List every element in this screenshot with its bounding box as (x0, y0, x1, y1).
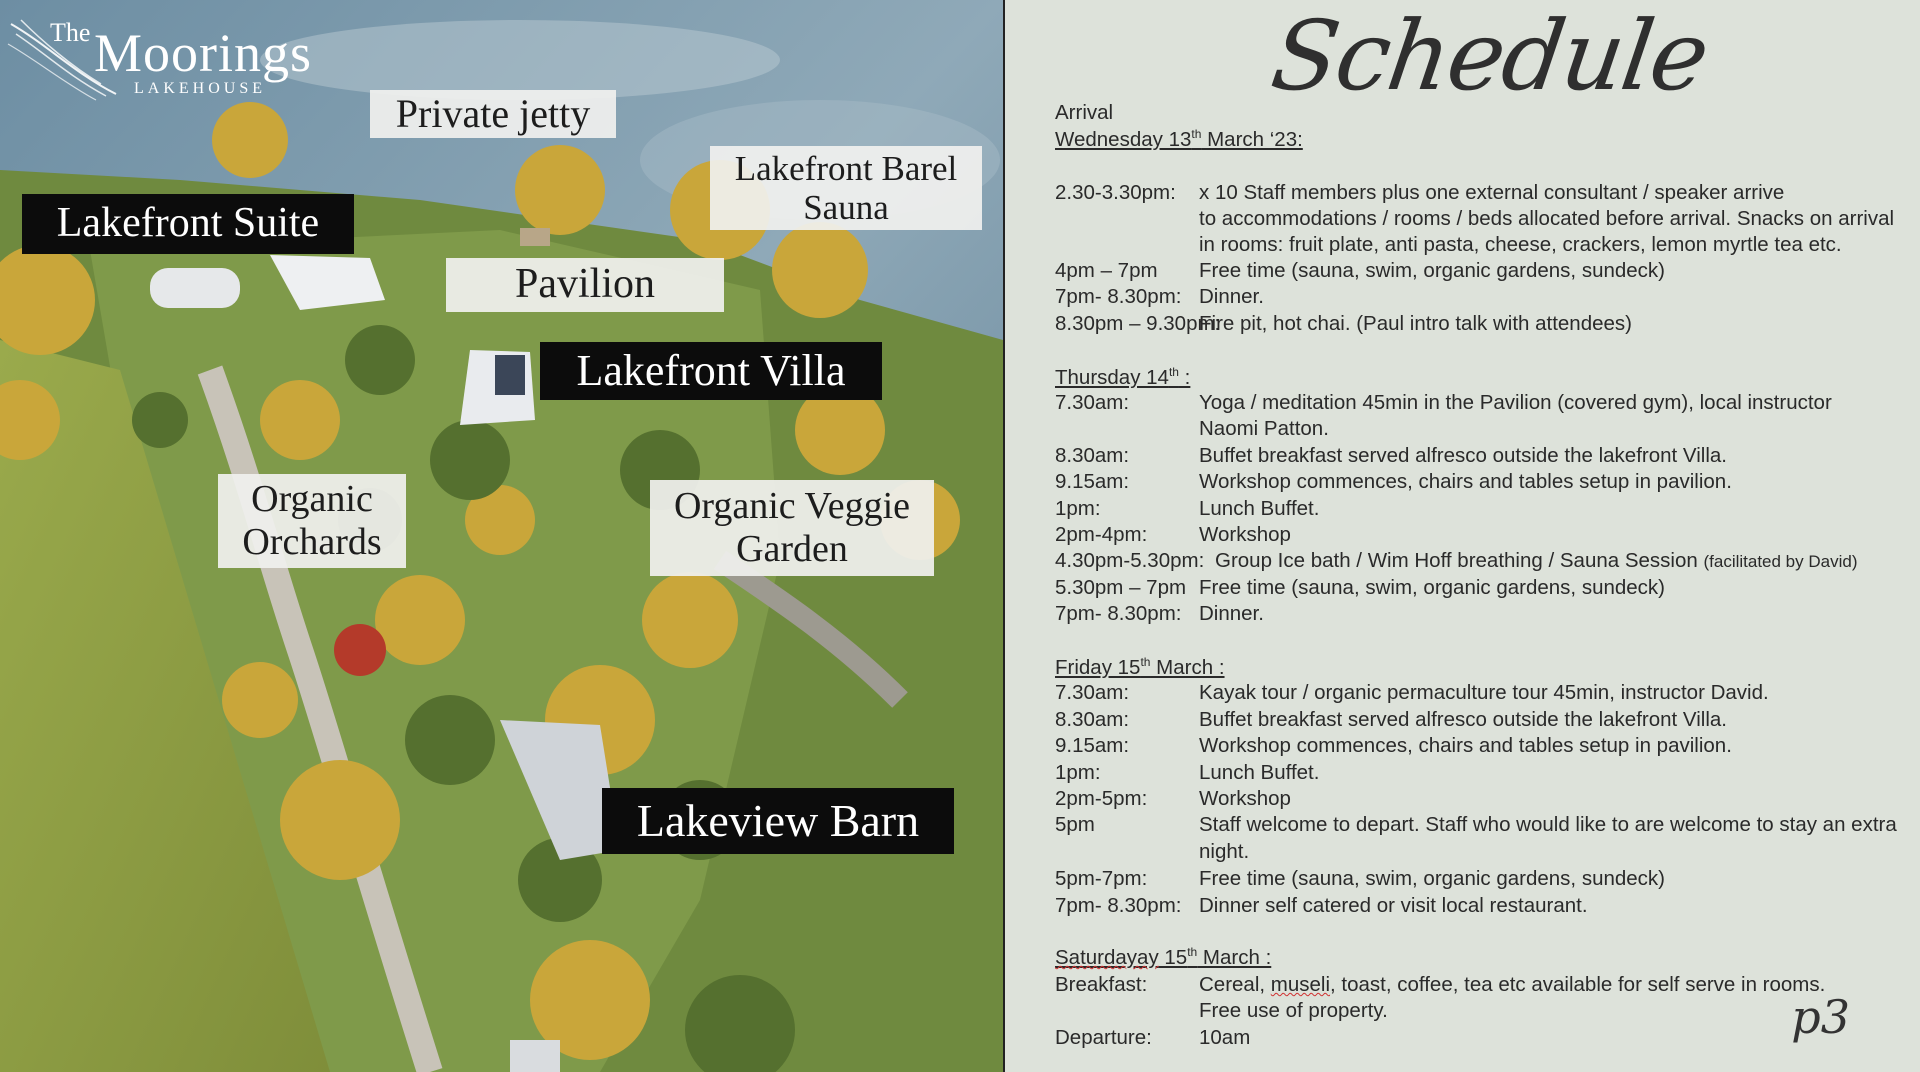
label-lakefront-suite: Lakefront Suite (22, 194, 354, 254)
logo-name: Moorings (94, 23, 313, 83)
saturday-heading: Saturdayay 15th March : (1055, 945, 1272, 969)
wednesday-heading: Wednesday 13th March ‘23: (1055, 127, 1303, 151)
schedule-panel: Schedule Arrival Wednesday 13th March ‘23: 2.30-3.30pm: x 10 Staff members plus one external consultant / speaker arrive to accommodations / rooms / beds allocated before arrival. Snacks on arrival in rooms: fruit plate, anti pasta, cheese, crackers, lemon myrtle tea etc. 4pm – 7pm Free time (sauna, swim, organic gardens, sundeck) 7pm- 8.30pm: Dinner. 8.30pm – 9.30pm: Fire pit, hot chai. (Paul intro talk with attendees) Thursday 14th : 7.30am: Yoga / meditation 45min in the Pavilion (covered gym), local instructor Naomi Patton. 8.30am: Buffet breakfast served alfresco outside the lakefront Villa. 9.15am: Workshop commences, chairs and tables setup in pavilion. 1pm: Lunch Buffet. 2pm-4pm: Workshop 4.30pm-5.30pm: Group Ice bath / Wim Hoff breathing / Sauna Session (facilitated by David) 5.30pm – 7pm Free time (sauna, swim, organic gardens, sundeck) 7pm- 8.30pm: Dinner. Friday 15th March : 7.30am: Kayak tour / organic permaculture tour 45min, instructor David. 8.30am: Buffet breakfast served alfresco outside the lakefront Villa. 9.15am: Workshop commences, chairs and tables setup in pavilion. 1pm: Lunch Buffet. 2pm-5pm: Workshop 5pm Staff welcome to depart. Staff who would like to are welcome to stay an extra night. 5pm-7pm: Free time (sauna, swim, organic gardens, sundeck) 7pm- 8.30pm: Dinner self catered or visit local restaurant. Saturdayay 15th March : Breakfast: Cereal, museli, toast, coffee, tea etc available for self serve in rooms. Free use of property. Departure: 10am p3 (1005, 0, 1920, 1072)
moorings-logo (6, 14, 316, 104)
label-organic-veggie-garden: Organic Veggie Garden (650, 480, 934, 576)
page-number: p3 (1791, 990, 1850, 1044)
friday-heading: Friday 15th March : (1055, 655, 1225, 679)
label-pavilion: Pavilion (446, 258, 724, 312)
logo-the: The (50, 18, 91, 47)
thursday-heading: Thursday 14th : (1055, 365, 1191, 389)
arrival-label: Arrival (1055, 101, 1114, 124)
label-organic-orchards: Organic Orchards (218, 474, 406, 568)
label-lakeview-barn: Lakeview Barn (602, 788, 954, 854)
label-private-jetty: Private jetty (370, 90, 616, 138)
schedule-title: Schedule (1265, 0, 1714, 112)
label-lakefront-villa: Lakefront Villa (540, 342, 882, 400)
logo-sub: LAKEHOUSE (134, 80, 266, 97)
facilitator-note: (facilitated by David) (1703, 552, 1858, 571)
label-lakefront-barel-sauna: Lakefront Barel Sauna (710, 146, 982, 230)
